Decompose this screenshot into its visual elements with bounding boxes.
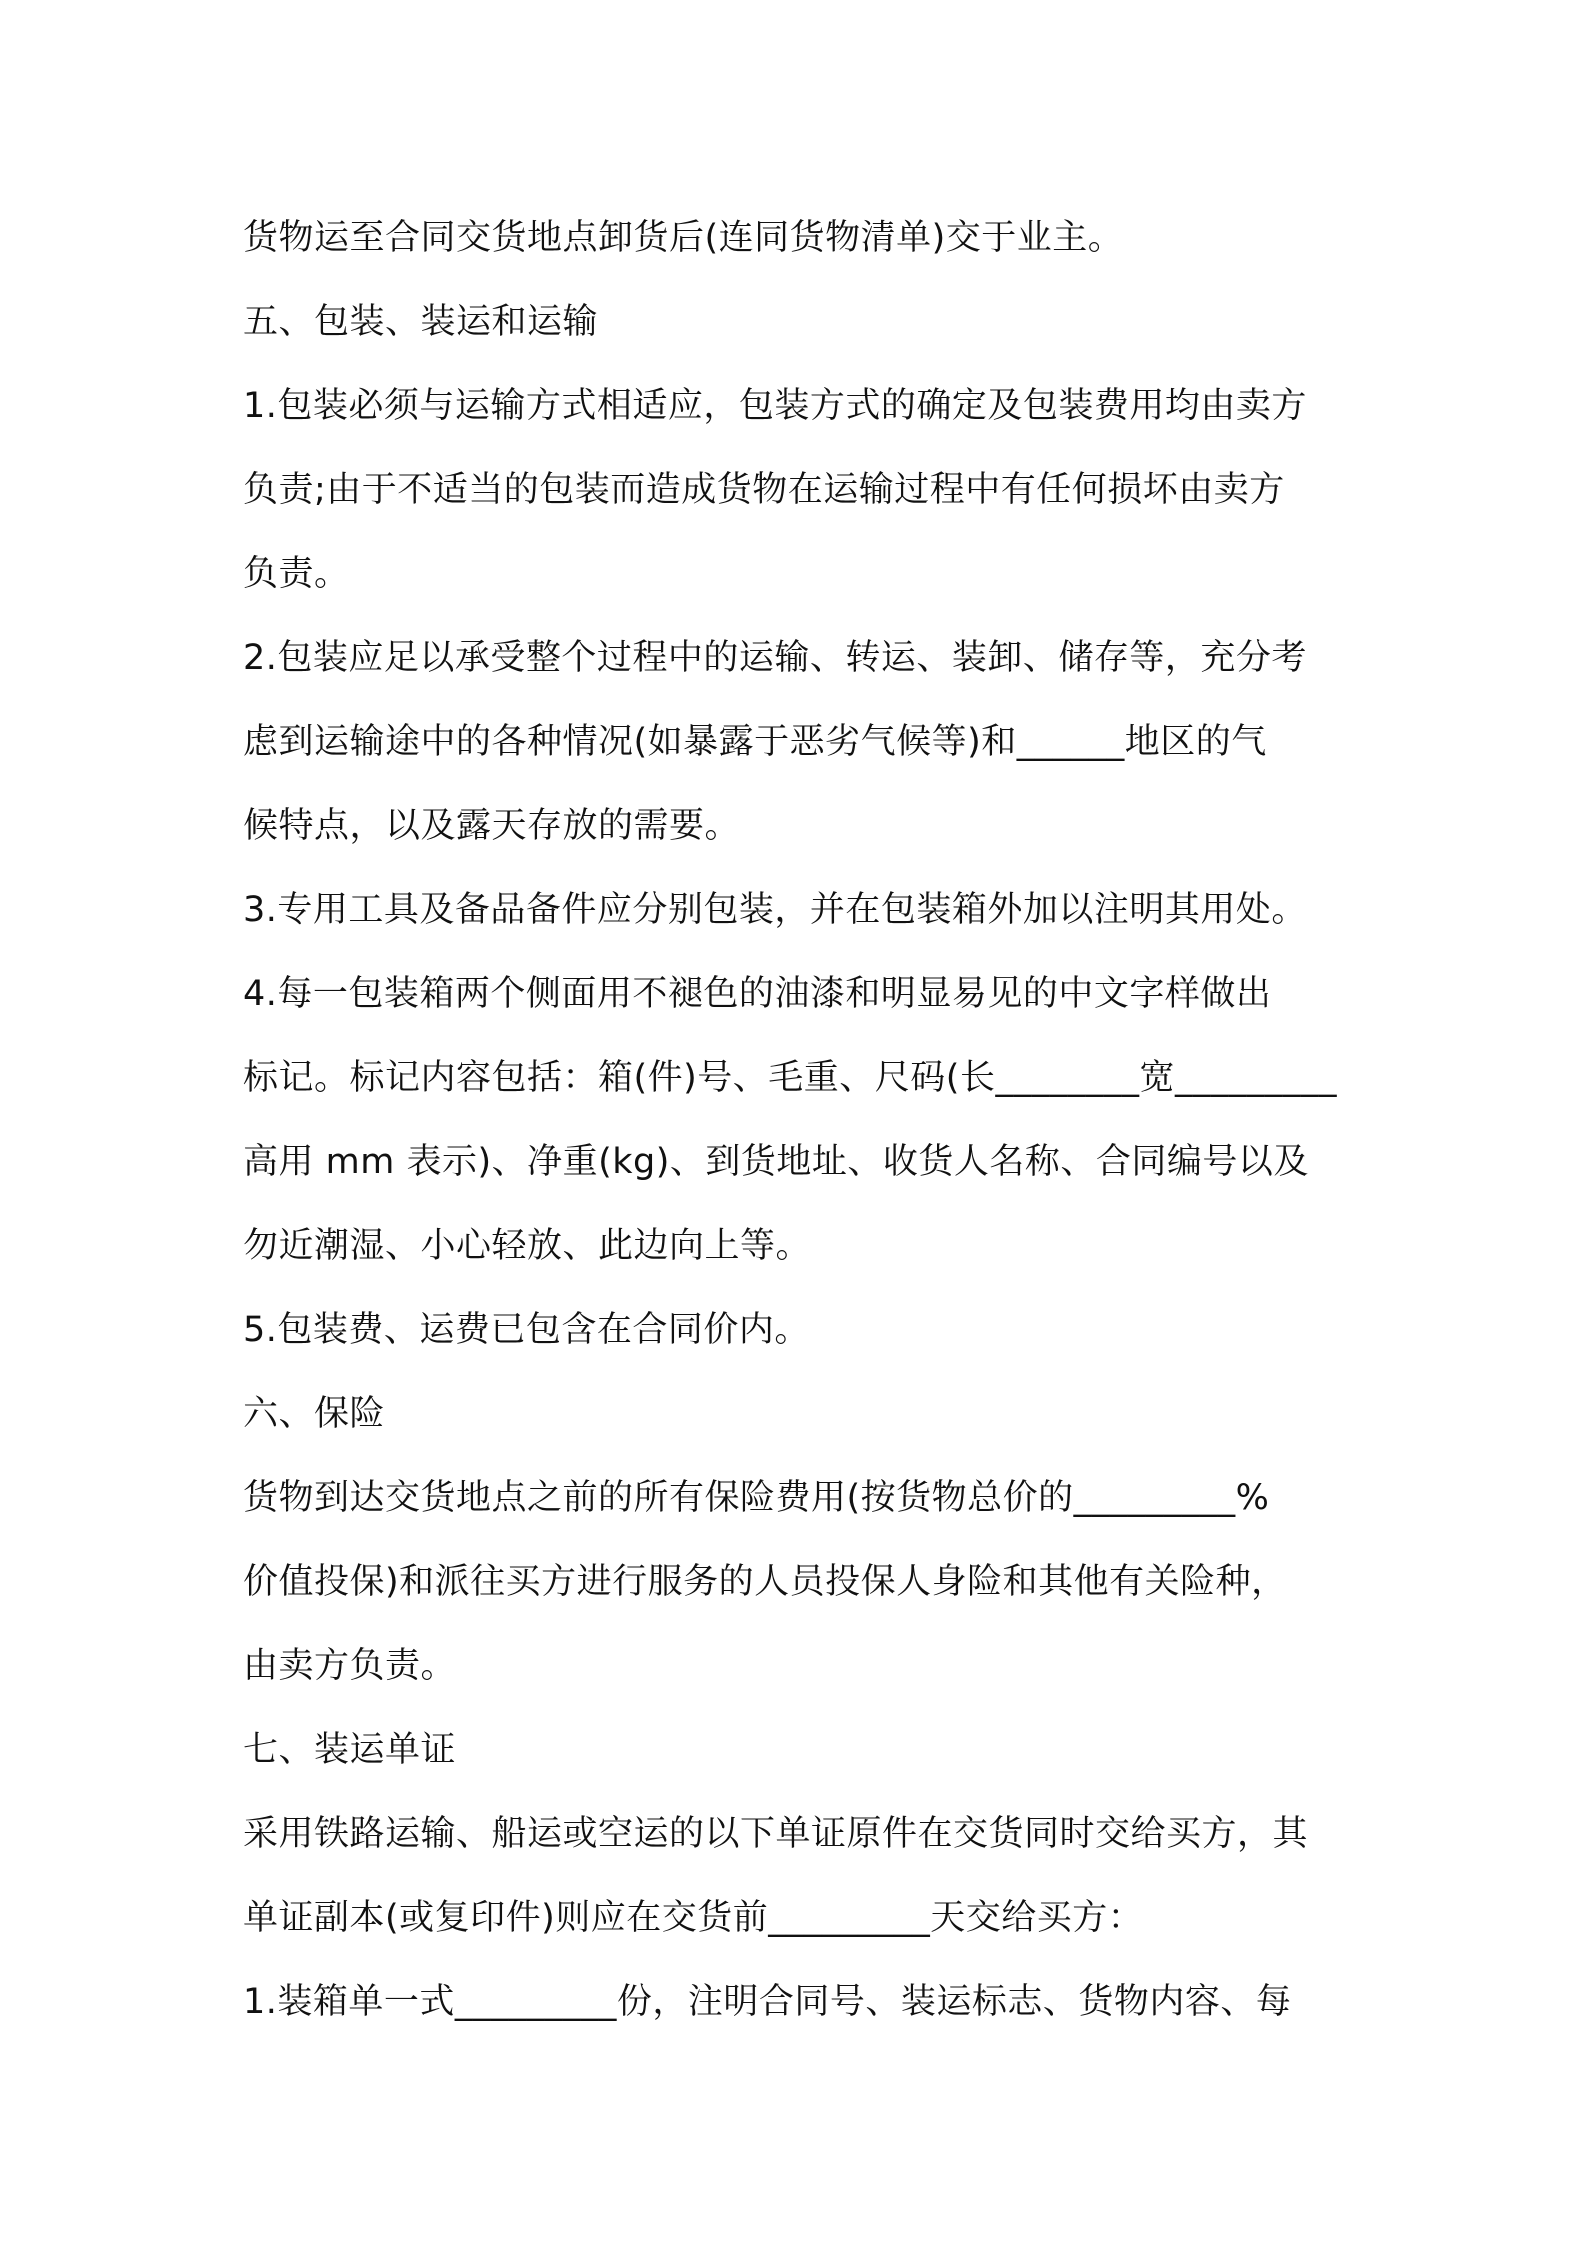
text-line: 4.每一包装箱两个侧面用不褪色的油漆和明显易见的中文字样做出 <box>243 974 1272 1014</box>
text-line: 由卖方负责。 <box>243 1646 457 1686</box>
section-heading-packaging: 五、包装、装运和运输 <box>243 302 599 342</box>
text-line: 标记。标记内容包括：箱(件)号、毛重、尺码(长________宽_________ <box>243 1058 1337 1098</box>
text-line: 2.包装应足以承受整个过程中的运输、转运、装卸、储存等，充分考 <box>243 638 1307 678</box>
text-line: 3.专用工具及备品备件应分别包装，并在包装箱外加以注明其用处。 <box>243 890 1307 930</box>
text-line: 负责。 <box>243 554 350 594</box>
text-line: 货物运至合同交货地点卸货后(连同货物清单)交于业主。 <box>243 218 1124 258</box>
text-line: 1.包装必须与运输方式相适应，包装方式的确定及包装费用均由卖方 <box>243 386 1307 426</box>
text-line: 高用 mm 表示)、净重(kg)、到货地址、收货人名称、合同编号以及 <box>243 1142 1309 1182</box>
text-line: 负责;由于不适当的包装而造成货物在运输过程中有任何损坏由卖方 <box>243 470 1285 510</box>
text-line: 勿近潮湿、小心轻放、此边向上等。 <box>243 1226 812 1266</box>
document-body <box>243 196 1358 2044</box>
section-heading-insurance: 六、保险 <box>243 1394 386 1434</box>
text-line: 5.包装费、运费已包含在合同价内。 <box>243 1310 810 1350</box>
text-line: 采用铁路运输、船运或空运的以下单证原件在交货同时交给买方，其 <box>243 1814 1309 1854</box>
text-line: 货物到达交货地点之前的所有保险费用(按货物总价的_________% <box>243 1478 1270 1518</box>
section-heading-shipping-documents: 七、装运单证 <box>243 1730 457 1770</box>
text-line: 1.装箱单一式_________份，注明合同号、装运标志、货物内容、每 <box>243 1982 1292 2022</box>
text-line: 候特点，以及露天存放的需要。 <box>243 806 741 846</box>
text-line: 单证副本(或复印件)则应在交货前_________天交给买方： <box>243 1898 1144 1938</box>
text-line: 虑到运输途中的各种情况(如暴露于恶劣气候等)和______地区的气 <box>243 722 1267 762</box>
text-line: 价值投保)和派往买方进行服务的人员投保人身险和其他有关险种， <box>243 1562 1287 1602</box>
